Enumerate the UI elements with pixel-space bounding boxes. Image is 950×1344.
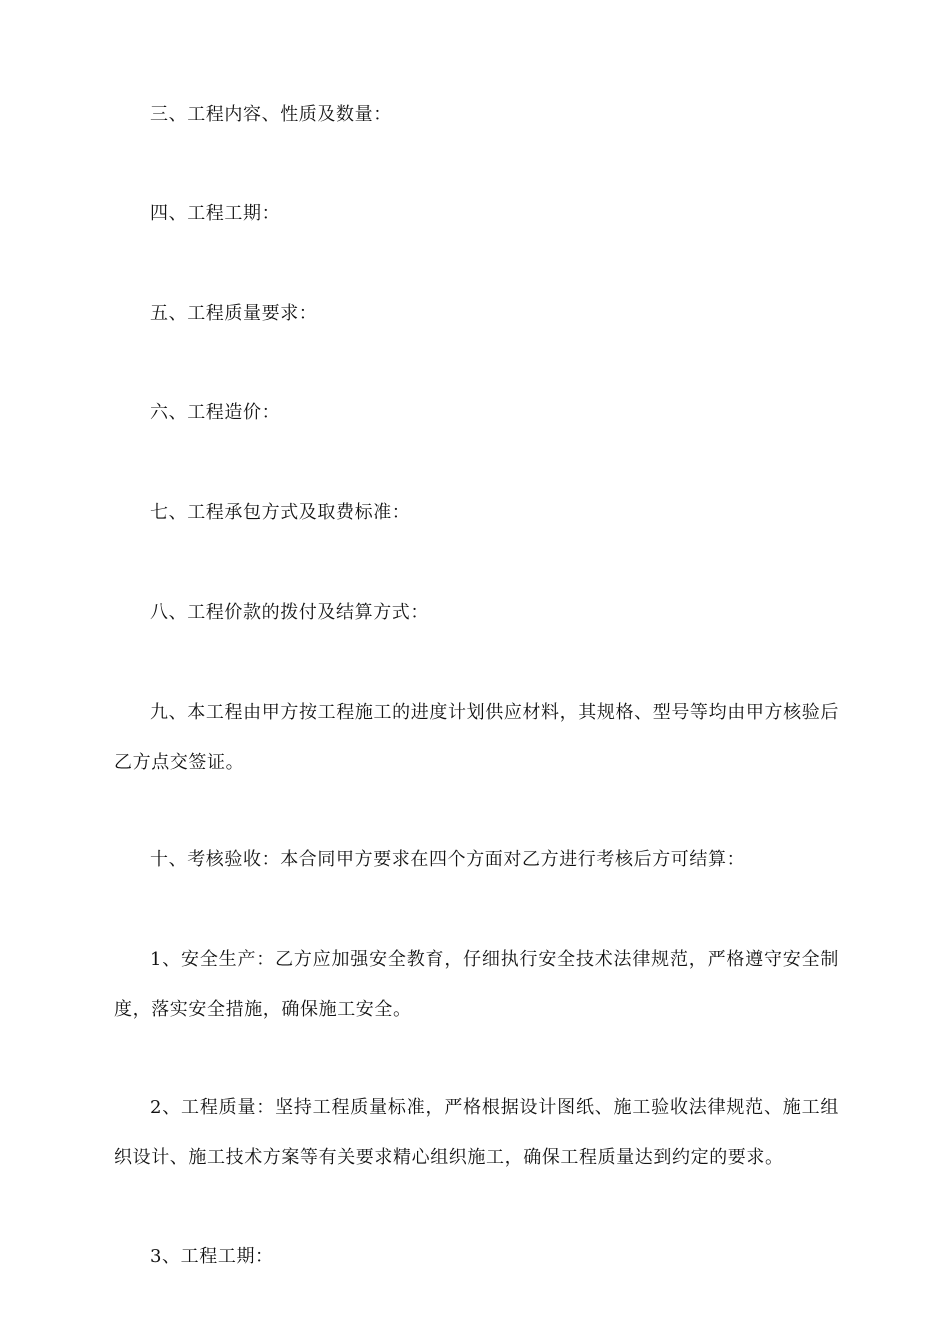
clause-7: 七、工程承包方式及取费标准： — [150, 502, 411, 523]
clause-5: 五、工程质量要求： — [150, 303, 318, 324]
clause-4: 四、工程工期： — [150, 203, 281, 224]
clause-9: 九、本工程由甲方按工程施工的进度计划供应材料，其规格、型号等均由甲方核验后乙方点交签证。 — [114, 702, 839, 773]
clause-8: 八、工程价款的拨付及结算方式： — [150, 602, 429, 623]
clause-10: 十、考核验收：本合同甲方要求在四个方面对乙方进行考核后方可结算： — [150, 849, 746, 870]
clause-3: 三、工程内容、性质及数量： — [150, 104, 392, 125]
sub-item-3: 3、工程工期： — [150, 1246, 274, 1267]
sub-item-1: 1、安全生产：乙方应加强安全教育，仔细执行安全技术法律规范，严格遵守安全制度，落实安全措施，确保施工安全。 — [114, 949, 839, 1020]
clause-6: 六、工程造价： — [150, 402, 281, 423]
sub-item-2: 2、工程质量：坚持工程质量标准，严格根据设计图纸、施工验收法律规范、施工组织设计、施工技术方案等有关要求精心组织施工，确保工程质量达到约定的要求。 — [114, 1097, 839, 1168]
